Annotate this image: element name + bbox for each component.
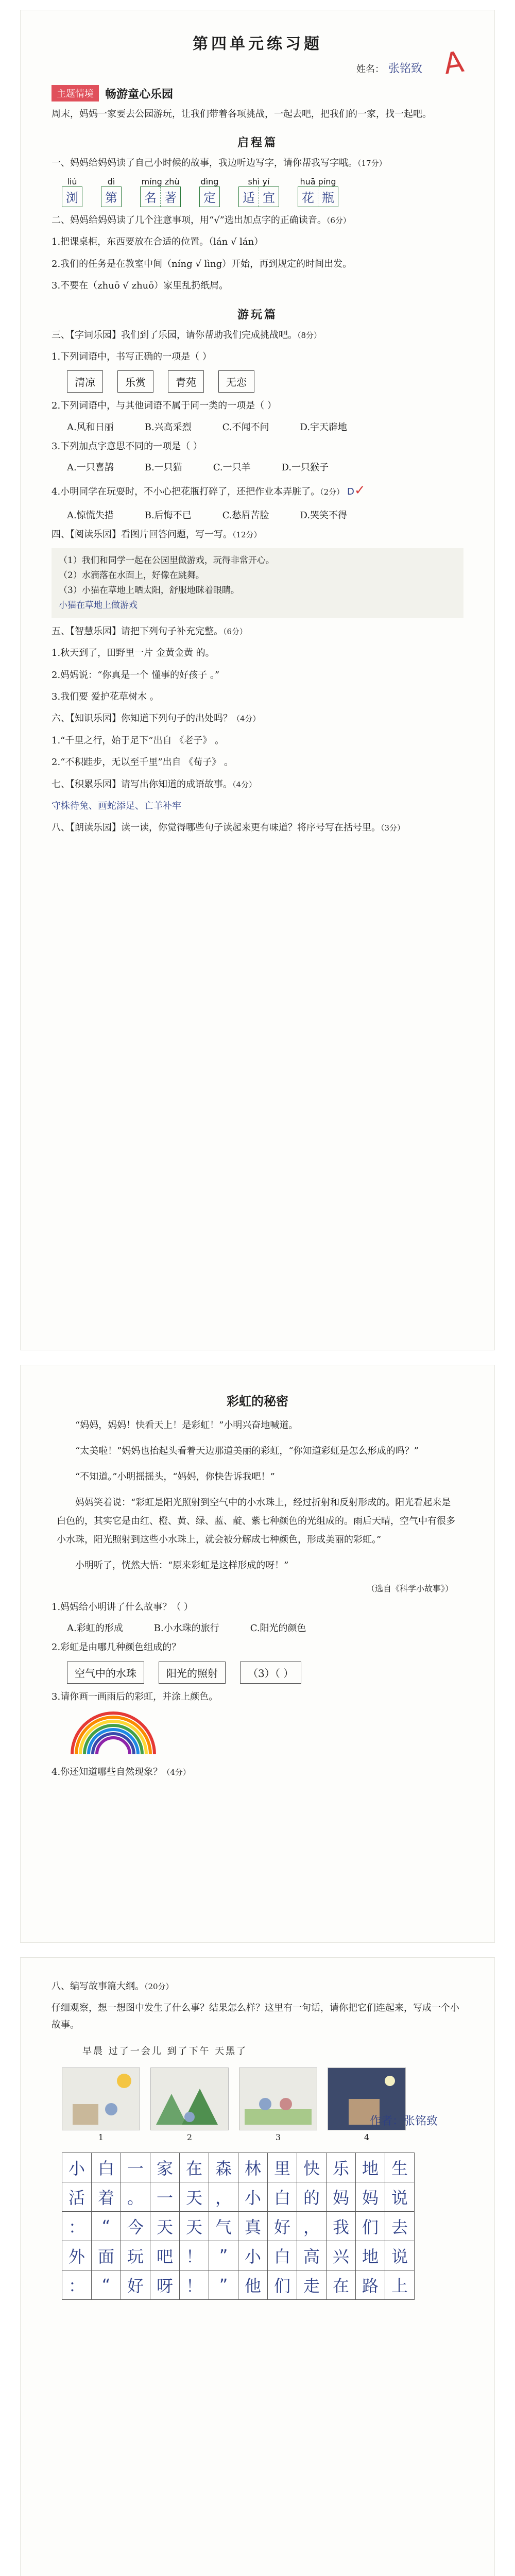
grid-cell[interactable]: “ (91, 2211, 121, 2241)
grade-mark: A (441, 45, 466, 81)
picture-label: 4 (364, 2132, 370, 2143)
question-7 (52, 623, 464, 640)
story-question-4 (52, 1764, 464, 1781)
char-cell[interactable]: 适 (239, 187, 259, 207)
question-3-options (67, 420, 448, 433)
grid-cell[interactable]: 高 (297, 2241, 327, 2270)
question-1-text: 一、妈妈给妈妈读了自己小时候的故事，我边听边写字，请你帮我写字哦。 (52, 157, 357, 168)
line: （1）我们和同学一起在公园里做游戏，玩得非常开心。 (59, 555, 274, 566)
option: D.宇天辟地 (300, 421, 348, 433)
question-3-sub-2: 2.下列词语中，与其他词语不属于同一类的一项是（ ） (52, 400, 277, 412)
grid-cell[interactable]: 好 (267, 2211, 297, 2241)
word-box: 清凉 (67, 370, 103, 393)
question-2-line-1: 1.把课桌柜，东西要放在合适的位置。（lán √ lán） (52, 236, 264, 248)
writing-question-title: 八、编写故事篇大纲。 (52, 1981, 144, 1992)
option: D.一只猴子 (281, 462, 329, 473)
worksheet-page-2 (21, 1365, 494, 1942)
option: B.一只猫 (144, 462, 182, 473)
question-5-options (67, 508, 448, 521)
grid-cell[interactable]: 小 (238, 2241, 268, 2270)
question-5-score: （2分） (320, 487, 345, 497)
grid-cell[interactable]: 白 (267, 2182, 297, 2212)
story-question-4-score: （4分） (162, 1768, 191, 1777)
grid-cell[interactable]: ， (297, 2211, 327, 2241)
grid-cell[interactable]: 妈 (326, 2182, 356, 2212)
question-5-answer: D (347, 486, 354, 498)
grid-cell[interactable]: 呀 (150, 2270, 180, 2300)
theme-banner (52, 85, 464, 101)
grid-cell[interactable]: 兴 (326, 2241, 356, 2270)
pinyin-item (140, 177, 181, 207)
option: C.一只羊 (213, 462, 251, 473)
pinyin-item (199, 177, 220, 207)
grid-row (62, 2241, 453, 2270)
story-source: （选自《科学小故事》） (366, 1584, 453, 1594)
story-question-2: 2.彩虹是由哪几种颜色组成的？ (52, 1642, 181, 1653)
grid-cell[interactable]: ： (62, 2211, 92, 2241)
grid-cell[interactable]: 快 (297, 2153, 327, 2182)
picture-panel (150, 2067, 229, 2142)
grid-cell[interactable]: 天 (179, 2211, 209, 2241)
section-heading-2: 游玩篇 (237, 308, 278, 321)
grid-cell[interactable]: 们 (267, 2270, 297, 2300)
question-4: 3.下列加点字意思不同的一项是（ ） (52, 440, 202, 452)
worksheet-page-3 (21, 1958, 494, 2576)
grid-cell[interactable]: ！ (179, 2241, 209, 2270)
question-9-text: 七、【积累乐园】请写出你知道的成语故事。 (52, 778, 232, 790)
section-heading-1: 启程篇 (237, 135, 278, 149)
rainbow-icon (67, 1710, 160, 1757)
story-question-1: 1.妈妈给小明讲了什么故事？（ ） (52, 1602, 193, 1613)
grid-cell[interactable]: ” (209, 2241, 238, 2270)
grid-cell[interactable]: 好 (121, 2270, 150, 2300)
writing-intro: 仔细观察，想一想图中发生了什么事？结果怎么样？这里有一句话，请你把它们连起来，写成一个小故事。 (52, 2003, 459, 2030)
grid-row (62, 2182, 453, 2211)
intro-text: 周末，妈妈一家要去公园游玩，让我们带着各项挑战，一起去吧，把我们的一家，找一起吧。 (52, 109, 432, 120)
grid-cell[interactable]: 去 (385, 2211, 415, 2241)
story-paragraph: “不知道。”小明摇摇头，“妈妈，你快告诉我吧！” (75, 1471, 275, 1482)
option: B.小水珠的旅行 (153, 1623, 219, 1634)
grid-cell[interactable]: 小 (62, 2153, 92, 2182)
char-grid (101, 187, 122, 207)
picture-panel (62, 2067, 140, 2142)
question-6 (52, 527, 464, 543)
timeline: 早晨 过了一会儿 到了下午 天黑了 (82, 2046, 248, 2057)
question-2-text: 二、妈妈给妈妈读了几个注意事项，用“√”选出加点字的正确读音。 (52, 214, 327, 226)
grid-cell[interactable]: 白 (91, 2153, 121, 2182)
grid-cell[interactable]: 森 (209, 2153, 238, 2182)
question-6-lines (52, 548, 464, 618)
rainbow-drawing (67, 1710, 448, 1759)
option: C.不闻不问 (222, 421, 269, 433)
story-paragraph: “妈妈，妈妈！快看天上！是彩虹！”小明兴奋地喊道。 (75, 1420, 298, 1431)
word-box-row (67, 370, 448, 393)
story-title: 彩虹的秘密 (227, 1394, 288, 1409)
char-grid (62, 187, 82, 207)
grid-cell[interactable]: 今 (121, 2211, 150, 2241)
char-cell[interactable]: 名 (141, 187, 161, 207)
question-6-text: 四、【阅读乐园】看图片回答问题，写一写。 (52, 529, 232, 540)
author-signature: 作者：张铭致 (369, 2115, 438, 2128)
question-7-text: 五、【智慧乐园】请把下列句子补充完整。 (52, 625, 223, 637)
grid-cell[interactable]: 在 (179, 2153, 209, 2182)
question-6-score: （12分） (232, 530, 262, 539)
option: C.阳光的颜色 (250, 1623, 306, 1634)
question-10-text: 八、【朗读乐园】读一读，你觉得哪些句子读起来更有味道？将序号写在括号里。 (52, 822, 381, 834)
question-7-score: （6分） (223, 626, 248, 636)
handwritten-answer: 小猫在草地上做游戏 (59, 600, 138, 611)
story-question-4-text: 4.你还知道哪些自然现象？ (52, 1767, 163, 1778)
char-cell[interactable]: 花 (298, 187, 318, 207)
page-title: 第四单元练习题 (193, 35, 322, 53)
option: D.哭笑不得 (300, 510, 348, 521)
pinyin-label: shì yí (248, 176, 270, 187)
question-8-score: （4分） (232, 714, 261, 724)
grid-cell[interactable]: 外 (62, 2241, 92, 2270)
picture-label: 1 (98, 2132, 104, 2143)
question-3-text: 三、【字词乐园】我们到了乐园，请你帮助我们完成挑战吧。 (52, 329, 297, 341)
grid-cell[interactable]: 着 (91, 2182, 121, 2212)
question-9-answer: 守株待兔、画蛇添足、亡羊补牢 (52, 800, 181, 811)
grid-row (62, 2153, 453, 2182)
question-3-sub-1: 1.下列词语中，书写正确的一项是（ ） (52, 351, 212, 362)
char-grid (298, 187, 338, 207)
word-box: 无恋 (218, 370, 254, 393)
grid-cell[interactable]: 走 (297, 2270, 327, 2300)
option: A.一只喜鹊 (67, 462, 114, 473)
char-cell[interactable]: 定 (203, 191, 216, 206)
grid-cell[interactable]: 上 (385, 2270, 415, 2300)
char-grid (140, 187, 181, 207)
char-cell[interactable]: 浏 (66, 191, 78, 206)
banner-text: 畅游童心乐园 (105, 87, 174, 101)
question-10-score: （3分） (381, 823, 405, 833)
grid-cell[interactable]: 吧 (150, 2241, 180, 2270)
story-paragraph: “太美啦！”妈妈也抬起头看着天边那道美丽的彩虹，“你知道彩虹是怎么形成的吗？” (75, 1446, 419, 1456)
pinyin-label: liú (67, 176, 77, 187)
question-7-line-1: 1.秋天到了，田野里一片 金黄金黄 的。 (52, 648, 215, 659)
option: A.风和日丽 (67, 421, 114, 433)
option: B.后悔不已 (144, 510, 192, 521)
picture-panel (328, 2067, 406, 2142)
question-2-line-3: 3.不要在（zhuō √ zhuō）家里乱扔纸屑。 (52, 280, 229, 292)
grid-cell[interactable]: ！ (179, 2270, 209, 2300)
grid-cell[interactable]: 他 (238, 2270, 268, 2300)
pinyin-label: huā píng (300, 176, 336, 187)
question-4-options (67, 460, 448, 473)
question-1 (52, 155, 464, 172)
option: A.彩虹的形成 (67, 1623, 123, 1634)
question-7-line-2: 2.妈妈说：“你真是一个 懂事的好孩子 。” (52, 669, 220, 681)
question-10 (52, 820, 464, 836)
char-grid (238, 187, 279, 207)
answer-box: 阳光的照射 (159, 1662, 226, 1684)
story-paragraph: 妈妈笑着说：“彩虹是阳光照射到空气中的小水珠上，经过折射和反射形成的。阳光看起来是白色的，其实它是由红、橙、黄、绿、蓝、靛、紫七种颜色的光组成的。雨后天晴，空气中有很多小水珠，阳光照射到这些小水珠上，就会被分解成七种颜色，形成美丽的彩虹。” (57, 1497, 455, 1545)
option: C.愁眉苦脸 (222, 510, 269, 521)
grid-cell[interactable]: “ (91, 2270, 121, 2300)
option: B.兴高采烈 (144, 421, 192, 433)
grid-cell[interactable]: 地 (355, 2153, 385, 2182)
question-5-text: 4.小明同学在玩耍时，不小心把花瓶打碎了，还把作业本弄脏了。 (52, 486, 320, 498)
grid-cell[interactable]: 在 (326, 2270, 356, 2300)
picture-1-icon (62, 2067, 140, 2130)
question-7-line-3: 3.我们要 爱护花草树木 。 (52, 691, 159, 703)
name-value: 张铭致 (388, 62, 422, 75)
check-mark-icon: ✓ (354, 483, 366, 499)
grid-cell[interactable]: ” (209, 2270, 238, 2300)
grid-row (62, 2270, 453, 2299)
name-label: 姓名： (356, 64, 384, 75)
grid-cell[interactable]: ： (62, 2270, 92, 2300)
char-grid (199, 187, 220, 207)
grid-cell[interactable]: 真 (238, 2211, 268, 2241)
worksheet-page-1 (21, 10, 494, 1350)
picture-2-icon (150, 2067, 229, 2130)
question-8-line-1: 1.“千里之行，始于足下”出自 《老子》 。 (52, 735, 225, 746)
grid-cell[interactable]: 们 (355, 2211, 385, 2241)
char-cell[interactable]: 瓶 (322, 191, 334, 206)
grid-cell[interactable]: 生 (385, 2153, 415, 2182)
picture-panel (239, 2067, 317, 2142)
grid-cell[interactable]: 。 (121, 2182, 150, 2212)
grid-cell[interactable]: ， (209, 2182, 238, 2212)
question-8 (52, 710, 464, 727)
story-question-2-boxes (67, 1662, 448, 1684)
question-2-score: （6分） (326, 215, 351, 225)
word-box: 乐赏 (117, 370, 153, 393)
grid-cell[interactable]: 里 (267, 2153, 297, 2182)
question-2-line-2: 2.我们的任务是在教室中间（níng √ lìng）开始，再到规定的时间出发。 (52, 258, 352, 269)
picture-label: 2 (186, 2132, 193, 2143)
grid-cell[interactable]: 玩 (121, 2241, 150, 2270)
grid-cell[interactable]: 我 (326, 2211, 356, 2241)
pinyin-item (238, 177, 279, 207)
story-question-3: 3.请你画一画雨后的彩虹，并涂上颜色。 (52, 1691, 218, 1702)
answer-box: 空气中的水珠 (67, 1662, 144, 1684)
grid-cell[interactable]: 活 (62, 2182, 92, 2212)
banner-tag: 主题情境 (52, 85, 99, 101)
grid-cell[interactable]: 面 (91, 2241, 121, 2270)
grid-cell[interactable]: 乐 (326, 2153, 356, 2182)
picture-label: 3 (275, 2132, 281, 2143)
question-3-score: （8分） (297, 330, 322, 340)
question-9 (52, 776, 464, 793)
question-1-score: （17分） (357, 158, 387, 168)
grid-cell[interactable]: 小 (238, 2182, 268, 2212)
char-cell[interactable]: 宜 (263, 191, 275, 206)
line: （3）小猫在草地上晒太阳，舒服地眯着眼睛。 (59, 585, 239, 596)
grid-cell[interactable]: 地 (355, 2241, 385, 2270)
question-9-score: （4分） (232, 779, 257, 789)
pinyin-item (101, 177, 122, 207)
story-question-1-options (67, 1621, 448, 1634)
pinyin-item (62, 177, 82, 207)
option: A.惊慌失措 (67, 510, 114, 521)
grid-cell[interactable]: 说 (385, 2182, 415, 2212)
question-8-line-2: 2.“不积跬步，无以至千里”出自 《荀子》 。 (52, 757, 234, 768)
grid-cell[interactable]: 天 (179, 2182, 209, 2212)
word-box: 青苑 (168, 370, 204, 393)
grid-cell[interactable]: 林 (238, 2153, 268, 2182)
writing-grid (62, 2153, 453, 2299)
question-2 (52, 212, 464, 229)
name-row (21, 60, 422, 76)
pinyin-label: míng zhù (141, 176, 180, 187)
grid-cell[interactable]: 妈 (355, 2182, 385, 2212)
writing-question (52, 1978, 464, 1995)
grid-cell[interactable]: 说 (385, 2241, 415, 2270)
grid-cell[interactable]: 一 (121, 2153, 150, 2182)
pinyin-label: dìng (200, 176, 219, 187)
grid-cell[interactable]: 白 (267, 2241, 297, 2270)
grid-cell[interactable]: 家 (150, 2153, 180, 2182)
question-5 (52, 479, 464, 503)
pinyin-item (298, 177, 338, 207)
question-8-text: 六、【知识乐园】你知道下列句子的出处吗？ (52, 713, 232, 724)
story-paragraph: 小明听了，恍然大悟：“原来彩虹是这样形成的呀！” (75, 1560, 289, 1571)
grid-row (62, 2211, 453, 2241)
grid-cell[interactable]: 的 (297, 2182, 327, 2212)
char-cell[interactable]: 著 (164, 191, 177, 206)
grid-cell[interactable]: 路 (355, 2270, 385, 2300)
char-cell[interactable]: 第 (105, 191, 117, 206)
pinyin-grid-row (62, 177, 453, 207)
grid-cell[interactable]: 气 (209, 2211, 238, 2241)
picture-3-icon (239, 2067, 317, 2130)
grid-cell[interactable]: 一 (150, 2182, 180, 2212)
line: （2）水滴落在水面上，好像在跳舞。 (59, 570, 204, 581)
picture-row (62, 2067, 453, 2142)
grid-cell[interactable]: 天 (150, 2211, 180, 2241)
answer-box: （3）（ ） (240, 1662, 301, 1684)
pinyin-label: dì (107, 176, 115, 187)
question-3 (52, 327, 464, 344)
writing-question-score: （20分） (144, 1982, 174, 1991)
